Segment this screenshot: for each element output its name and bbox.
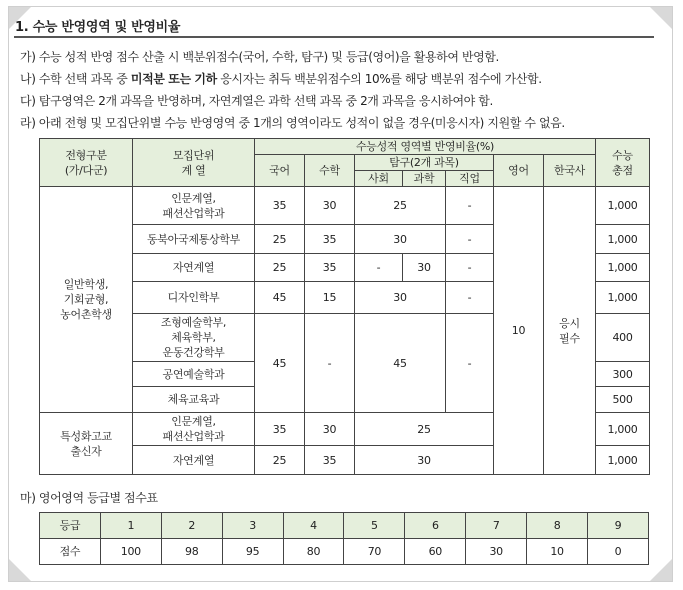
value-cell: - <box>305 314 355 413</box>
header-english: 영어 <box>494 155 544 187</box>
value-cell: 30 <box>403 254 446 282</box>
value-cell: 25 <box>255 225 305 254</box>
value-cell: 35 <box>305 225 355 254</box>
group-vocational: 특성화고교 출신자 <box>40 413 133 475</box>
score-cell: 0 <box>588 539 649 565</box>
unit-cell: 조형예술학부, 체육학부, 운동건강학부 <box>133 314 255 362</box>
grade-cell: 5 <box>344 513 405 539</box>
score-cell: 60 <box>405 539 466 565</box>
value-cell: 25 <box>355 187 446 225</box>
value-cell: 25 <box>255 254 305 282</box>
unit-cell: 동북아국제통상학부 <box>133 225 255 254</box>
total-cell: 500 <box>596 387 650 413</box>
group-general: 일반학생, 기회균형, 농어촌학생 <box>40 187 133 413</box>
page-corner-fold <box>650 559 672 581</box>
note-na-text-end: 응시자는 취득 백분위점수의 10%를 해당 백분위 점수에 가산함. <box>216 72 542 86</box>
value-cell: 25 <box>255 446 305 475</box>
total-cell: 1,000 <box>596 254 650 282</box>
value-cell: 15 <box>305 282 355 314</box>
value-cell: - <box>355 254 403 282</box>
score-cell: 100 <box>100 539 161 565</box>
header-korean: 국어 <box>255 155 305 187</box>
unit-cell: 자연계열 <box>133 446 255 475</box>
score-cell: 80 <box>283 539 344 565</box>
note-ra: 라) 아래 전형 및 모집단위별 수능 반영영역 중 1개의 영역이라도 성적이 없을 경우(미응시자) 지원할 수 없음. <box>20 116 565 130</box>
score-cell: 10 <box>527 539 588 565</box>
grade-cell: 6 <box>405 513 466 539</box>
score-cell: 95 <box>222 539 283 565</box>
score-cell: 30 <box>466 539 527 565</box>
english-grade-table <box>39 512 649 565</box>
total-cell: 400 <box>596 314 650 362</box>
total-cell: 1,000 <box>596 413 650 446</box>
value-cell: 30 <box>305 413 355 446</box>
score-label: 점수 <box>40 539 101 565</box>
value-cell: - <box>446 225 494 254</box>
grade-cell: 1 <box>100 513 161 539</box>
value-cell: 35 <box>255 413 305 446</box>
value-cell: 30 <box>355 282 446 314</box>
note-ga: 가) 수능 성적 반영 점수 산출 시 백분위점수(국어, 수학, 탐구) 및 등급(영어)을 활용하여 반영함. <box>20 50 499 64</box>
header-total: 수능 총점 <box>596 139 650 187</box>
unit-cell: 인문계열, 패션산업학과 <box>133 413 255 446</box>
value-cell: - <box>446 282 494 314</box>
grade-cell: 4 <box>283 513 344 539</box>
grade-cell: 7 <box>466 513 527 539</box>
grade-cell: 3 <box>222 513 283 539</box>
history-required: 응시 필수 <box>544 187 596 475</box>
header-unit: 모집단위 계 열 <box>133 139 255 187</box>
unit-cell: 공연예술학과 <box>133 362 255 387</box>
value-cell: 30 <box>355 225 446 254</box>
note-ma: 마) 영어영역 등급별 점수표 <box>20 491 158 505</box>
total-cell: 1,000 <box>596 225 650 254</box>
value-cell: - <box>446 254 494 282</box>
value-cell: 35 <box>305 254 355 282</box>
total-cell: 300 <box>596 362 650 387</box>
note-na <box>20 70 542 87</box>
ratio-table <box>39 138 650 475</box>
note-na-text: 나) 수학 선택 과목 중 <box>20 72 131 86</box>
value-cell: 45 <box>255 282 305 314</box>
unit-cell: 체육교육과 <box>133 387 255 413</box>
unit-cell: 인문계열, 패션산업학과 <box>133 187 255 225</box>
grade-label: 등급 <box>40 513 101 539</box>
value-cell: 35 <box>305 446 355 475</box>
header-science: 과학 <box>403 171 446 187</box>
value-cell: - <box>446 314 494 413</box>
title-underline <box>14 36 654 38</box>
total-cell: 1,000 <box>596 187 650 225</box>
unit-cell: 디자인학부 <box>133 282 255 314</box>
score-cell: 98 <box>161 539 222 565</box>
value-cell: 30 <box>355 446 494 475</box>
header-social: 사회 <box>355 171 403 187</box>
page-corner-fold <box>650 7 672 29</box>
note-na-bold: 미적분 또는 기하 <box>130 72 217 86</box>
section-title: 1. 수능 반영영역 및 반영비율 <box>15 20 181 35</box>
english-ratio: 10 <box>494 187 544 475</box>
header-inquiry: 탐구(2개 과목) <box>355 155 494 171</box>
score-cell: 70 <box>344 539 405 565</box>
value-cell: 35 <box>255 187 305 225</box>
value-cell: - <box>446 187 494 225</box>
grade-cell: 8 <box>527 513 588 539</box>
total-cell: 1,000 <box>596 446 650 475</box>
value-cell: 45 <box>255 314 305 413</box>
header-ratio: 수능성적 영역별 반영비율(%) <box>255 139 596 155</box>
value-cell: 45 <box>355 314 446 413</box>
total-cell: 1,000 <box>596 282 650 314</box>
header-math: 수학 <box>305 155 355 187</box>
grade-cell: 9 <box>588 513 649 539</box>
note-da: 다) 탐구영역은 2개 과목을 반영하며, 자연계열은 과학 선택 과목 중 2개 과목을 응시하여야 함. <box>20 94 493 108</box>
unit-cell: 자연계열 <box>133 254 255 282</box>
value-cell: 25 <box>355 413 494 446</box>
grade-cell: 2 <box>161 513 222 539</box>
value-cell: 30 <box>305 187 355 225</box>
page-corner-fold <box>9 559 31 581</box>
header-vocational: 직업 <box>446 171 494 187</box>
header-type: 전형구분 (가/다군) <box>40 139 133 187</box>
header-history: 한국사 <box>544 155 596 187</box>
